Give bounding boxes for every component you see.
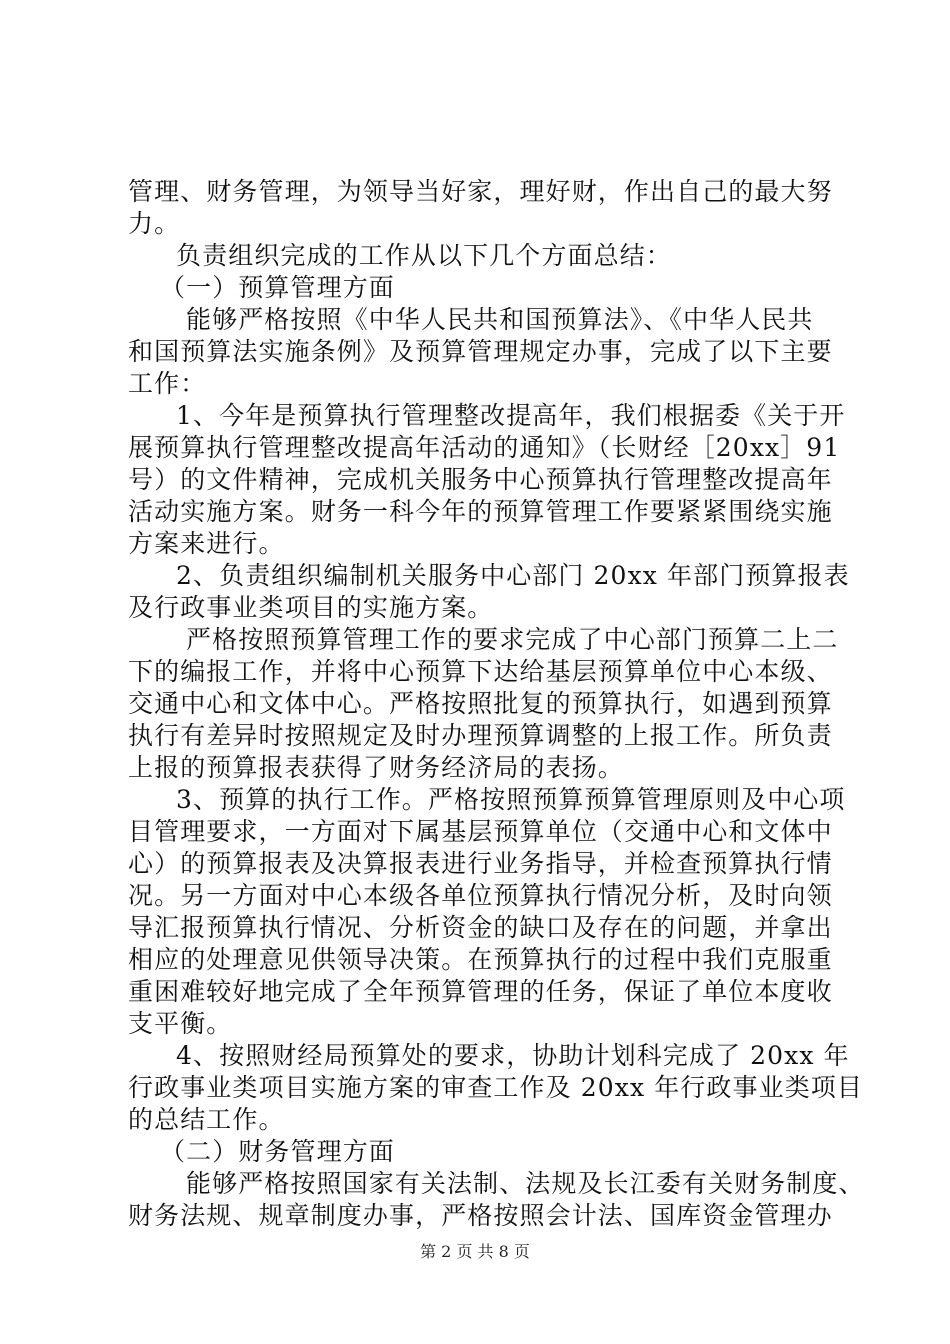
- text-line: 能够严格按照《中华人民共和国预算法》、《中华人民共: [186, 305, 814, 334]
- text-line: 管理、财务管理，为领导当好家，理好财，作出自己的最大努: [128, 177, 833, 206]
- text-line: 重困难较好地完成了全年预算管理的任务，保证了单位本度收: [128, 977, 833, 1006]
- text-line: 下的编报工作，并将中心预算下达给基层预算单位中心本级、: [128, 657, 833, 686]
- text-line: 支平衡。: [128, 1009, 233, 1038]
- text-line: 方案来进行。: [128, 529, 285, 558]
- page-footer: 第 2 页 共 8 页: [420, 1242, 530, 1261]
- text-line: 能够严格按照国家有关法制、法规及长江委有关财务制度、: [186, 1169, 865, 1198]
- text-line: 及行政事业类项目的实施方案。: [128, 593, 494, 622]
- text-line: 力。: [128, 209, 181, 238]
- text-line: 活动实施方案。财务一科今年的预算管理工作要紧紧围绕实施: [128, 497, 833, 526]
- text-line: 上报的预算报表获得了财务经济局的表扬。: [128, 753, 624, 782]
- text-line: 3、预算的执行工作。严格按照预算预算管理原则及中心项: [176, 785, 846, 814]
- text-line: 展预算执行管理整改提高年活动的通知》（长财经［20xx］91: [128, 433, 841, 462]
- text-line: 心）的预算报表及决算报表进行业务指导，并检查预算执行情: [128, 849, 833, 878]
- text-line: 4、按照财经局预算处的要求，协助计划科完成了 20xx 年: [176, 1041, 850, 1070]
- text-line: 目管理要求，一方面对下属基层预算单位（交通中心和文体中: [128, 817, 833, 846]
- text-line: 财务法规、规章制度办事，严格按照会计法、国库资金管理办: [128, 1201, 833, 1230]
- text-line: 导汇报预算执行情况、分析资金的缺口及存在的问题，并拿出: [128, 913, 833, 942]
- text-line: 号）的文件精神，完成机关服务中心预算执行管理整改提高年: [128, 465, 833, 494]
- section-heading: （一）预算管理方面: [160, 273, 395, 302]
- text-line: 2、负责组织编制机关服务中心部门 20xx 年部门预算报表: [176, 561, 850, 590]
- text-line: 相应的处理意见供领导决策。在预算执行的过程中我们克服重: [128, 945, 833, 974]
- text-line: 工作：: [128, 369, 207, 398]
- text-line: 负责组织完成的工作从以下几个方面总结：: [176, 241, 672, 270]
- text-line: 严格按照预算管理工作的要求完成了中心部门预算二上二: [186, 625, 839, 654]
- text-line: 行政事业类项目实施方案的审查工作及 20xx 年行政事业类项目: [128, 1073, 864, 1102]
- section-heading: （二）财务管理方面: [160, 1137, 395, 1166]
- text-line: 的总结工作。: [128, 1105, 285, 1134]
- text-line: 1、今年是预算执行管理整改提高年，我们根据委《关于开: [176, 401, 846, 430]
- text-line: 交通中心和文体中心。严格按照批复的预算执行，如遇到预算: [128, 689, 833, 718]
- text-line: 况。另一方面对中心本级各单位预算执行情况分析，及时向领: [128, 881, 833, 910]
- text-line: 执行有差异时按照规定及时办理预算调整的上报工作。所负责: [128, 721, 833, 750]
- text-line: 和国预算法实施条例》及预算管理规定办事，完成了以下主要: [128, 337, 833, 366]
